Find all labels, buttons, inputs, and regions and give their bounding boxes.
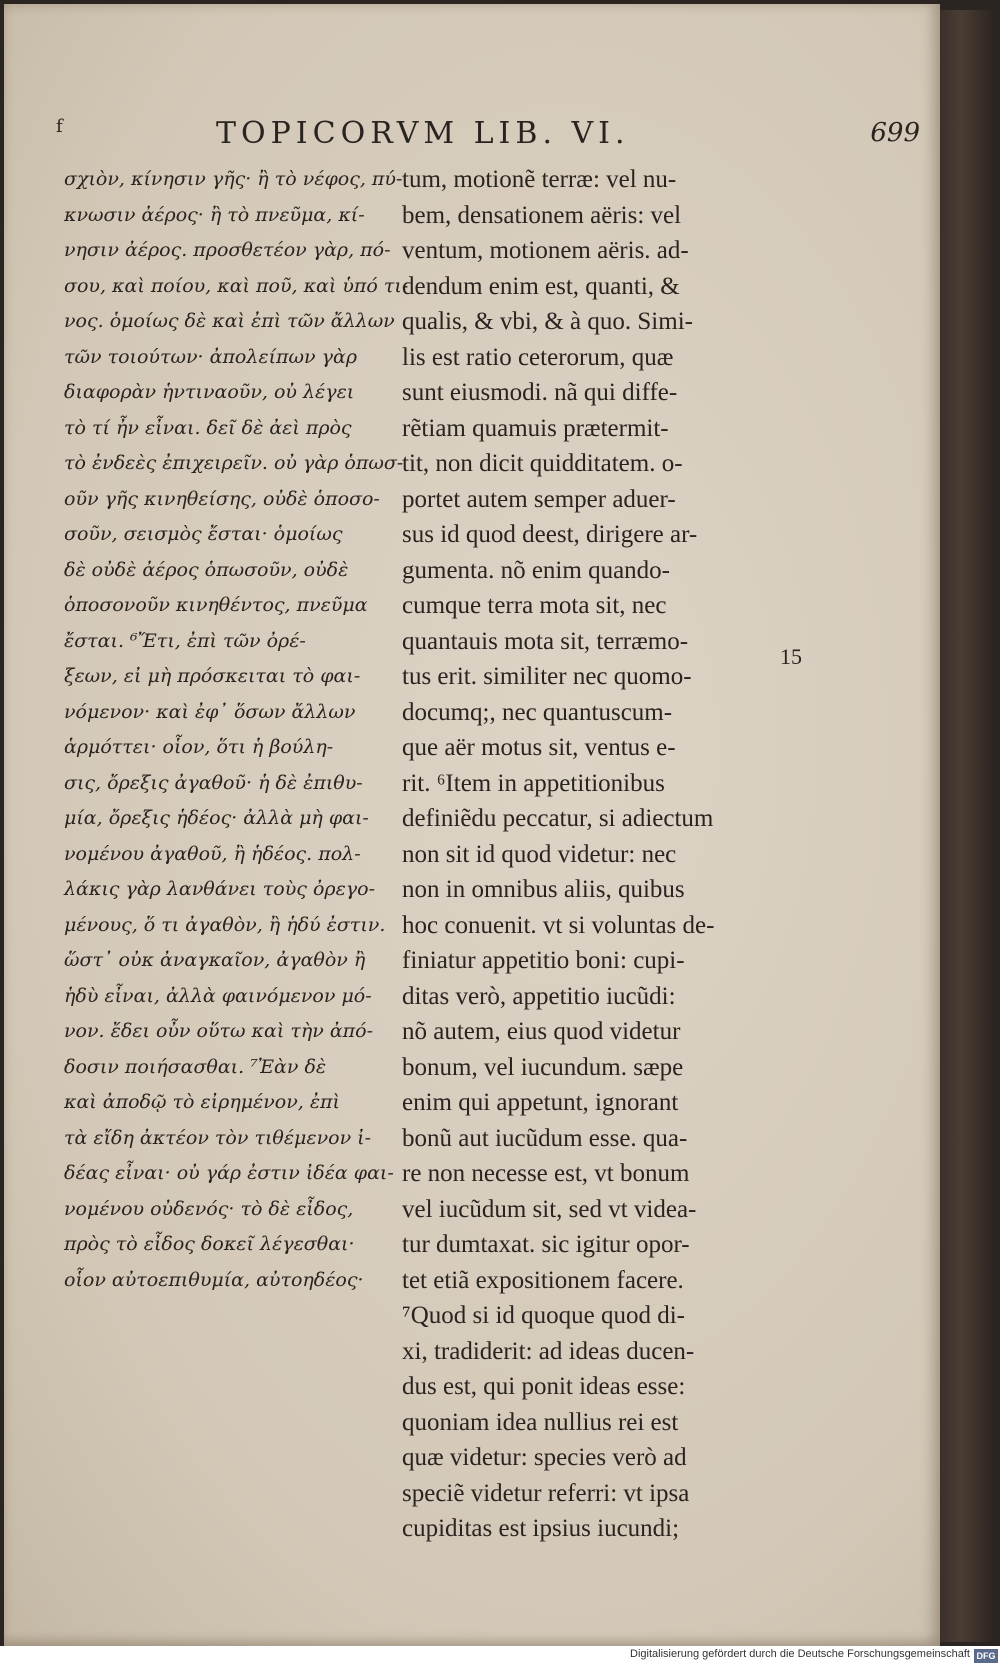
greek-text-line: οἷον αὐτοεπιθυμία, αὐτοηδέος· bbox=[64, 1268, 364, 1291]
greek-text-line: σου, καὶ ποίου, καὶ ποῦ, καὶ ὑπό τι- bbox=[64, 274, 409, 297]
greek-text-line: κνωσιν ἀέρος· ἢ τὸ πνεῦμα, κί- bbox=[64, 203, 365, 226]
greek-text-line: ἁρμόττει· οἷον, ὅτι ἡ βούλη- bbox=[64, 736, 334, 758]
latin-text-column bbox=[402, 162, 747, 1547]
latin-text-line: quoniam idea nullius rei est bbox=[402, 1408, 679, 1436]
greek-text-line: νησιν ἀέρος. προσθετέον γὰρ, πό- bbox=[64, 239, 391, 261]
greek-text-line: λάκις γὰρ λανθάνει τοὺς ὀρεγο- bbox=[64, 878, 375, 900]
greek-text-line: σις, ὄρεξις ἀγαθοῦ· ἡ δὲ ἐπιθυ- bbox=[64, 771, 363, 794]
greek-text-line: τὰ εἴδη ἀκτέον τὸν τιθέμενον ἰ- bbox=[64, 1126, 372, 1149]
greek-text-line: πρὸς τὸ εἶδος δοκεῖ λέγεσθαι· bbox=[64, 1233, 355, 1255]
running-title: TOPICORVM LIB. VI. bbox=[216, 116, 630, 151]
greek-text-line: καὶ ἀποδῷ τὸ εἰρημένον, ἐπὶ bbox=[64, 1091, 340, 1113]
latin-text-line: ditas verò, appetitio iucũdi: bbox=[402, 982, 676, 1010]
latin-text-line: sus id quod deest, dirigere ar- bbox=[402, 521, 698, 548]
latin-text-line: rẽtiam quamuis prætermit- bbox=[402, 414, 669, 442]
greek-text-line: σοῦν, σεισμὸς ἔσται· ὁμοίως bbox=[64, 523, 343, 545]
latin-text-line: qualis, & vbi, & à quo. Simi- bbox=[402, 308, 693, 335]
latin-text-line: bem, densationem aëris: vel bbox=[402, 201, 682, 229]
footer-credit: Digitalisierung gefördert durch die Deutsche Forschungsgemeinschaft bbox=[630, 1648, 970, 1660]
latin-text-line: vel iucũdum sit, sed vt videa- bbox=[402, 1195, 697, 1223]
dfg-logo: DFG bbox=[974, 1649, 998, 1663]
latin-text-line: quantauis mota sit, terræmo- bbox=[402, 627, 689, 655]
page-number: 699 bbox=[870, 118, 920, 148]
latin-text-line: nõ autem, eius quod videtur bbox=[402, 1018, 681, 1045]
greek-text-line: διαφορὰν ἡντιναοῦν, οὐ λέγει bbox=[64, 381, 355, 403]
latin-text-line: rit. ⁶Item in appetitionibus bbox=[402, 769, 665, 797]
latin-text-line: xi, tradiderit: ad ideas ducen- bbox=[402, 1337, 695, 1365]
greek-text-line: τὸ τί ἦν εἶναι. δεῖ δὲ ἀεὶ πρὸς bbox=[64, 416, 352, 439]
latin-text-line: que aër motus sit, ventus e- bbox=[402, 734, 676, 761]
latin-text-line: documq;, nec quantuscum- bbox=[402, 698, 673, 726]
latin-text-line: sunt eiusmodi. nã qui diffe- bbox=[402, 379, 678, 406]
latin-text-line: tet etiã expositionem facere. bbox=[402, 1266, 684, 1294]
greek-text-line: νον. ἔδει οὖν οὕτω καὶ τὴν ἀπό- bbox=[64, 1020, 373, 1042]
latin-text-line: speciẽ videtur referri: vt ipsa bbox=[402, 1479, 690, 1507]
latin-text-line: tit, non dicit quidditatem. o- bbox=[402, 450, 683, 477]
greek-text-line: ἡδὺ εἶναι, ἀλλὰ φαινόμενον μό- bbox=[64, 984, 372, 1007]
greek-text-line: μία, ὄρεξις ἡδέος· ἀλλὰ μὴ φαι- bbox=[64, 807, 369, 829]
greek-text-column bbox=[64, 162, 409, 1298]
greek-text-line: μένους, ὅ τι ἀγαθὸν, ἢ ἡδύ ἐστιν. bbox=[64, 913, 386, 936]
greek-text-line: νόμενον· καὶ ἐφ᾽ ὅσων ἄλλων bbox=[64, 700, 356, 723]
latin-text-line: enim qui appetunt, ignorant bbox=[402, 1089, 679, 1116]
greek-text-line: σχιὸν, κίνησιν γῆς· ἢ τὸ νέφος, πύ- bbox=[64, 168, 403, 190]
latin-text-line: cumque terra mota sit, nec bbox=[402, 592, 667, 619]
latin-text-line: finiatur appetitio boni: cupi- bbox=[402, 947, 685, 974]
greek-text-line: δέας εἶναι· οὐ γάρ ἐστιν ἰδέα φαι- bbox=[64, 1162, 394, 1184]
latin-text-line: gumenta. nõ enim quando- bbox=[402, 556, 670, 584]
greek-text-line: δὲ οὐδὲ ἀέρος ὁπωσοῦν, οὐδὲ bbox=[64, 558, 349, 581]
book-edge-shadow bbox=[940, 10, 992, 1642]
head-mark: f bbox=[56, 116, 63, 137]
greek-text-line: ἔσται. ⁶Ἔτι, ἐπὶ τῶν ὀρέ- bbox=[64, 629, 306, 652]
latin-text-line: hoc conuenit. vt si voluntas de- bbox=[402, 911, 715, 939]
latin-text-line: dus est, qui ponit ideas esse: bbox=[402, 1373, 686, 1400]
latin-text-line: tus erit. similiter nec quomo- bbox=[402, 663, 692, 690]
greek-text-line: τῶν τοιούτων· ἀπολείπων γὰρ bbox=[64, 345, 357, 368]
footer-bar bbox=[0, 1646, 1000, 1667]
latin-text-line: tum, motionẽ terræ: vel nu- bbox=[402, 166, 677, 193]
latin-text-line: tur dumtaxat. sic igitur opor- bbox=[402, 1231, 690, 1258]
latin-text-line: non sit id quod videtur: nec bbox=[402, 840, 677, 868]
greek-text-line: οῦν γῆς κινηθείσης, οὐδὲ ὁποσο- bbox=[64, 487, 380, 510]
latin-text-line: portet autem semper aduer- bbox=[402, 485, 676, 513]
latin-text-line: ventum, motionem aëris. ad- bbox=[402, 237, 689, 264]
greek-text-line: νομένου ἀγαθοῦ, ἢ ἡδέος. πολ- bbox=[64, 842, 361, 865]
latin-text-line: non in omnibus aliis, quibus bbox=[402, 876, 685, 903]
greek-text-line: ξεων, εἰ μὴ πρόσκειται τὸ φαι- bbox=[64, 665, 361, 687]
latin-text-line: bonum, vel iucundum. sæpe bbox=[402, 1053, 684, 1081]
running-head bbox=[44, 116, 924, 156]
greek-text-line: τὸ ἐνδεὲς ἐπιχειρεῖν. οὐ γὰρ ὁπωσ- bbox=[64, 452, 404, 474]
latin-text-line: cupiditas est ipsius iucundi; bbox=[402, 1515, 680, 1542]
latin-text-line: dendum enim est, quanti, & bbox=[402, 272, 680, 300]
greek-text-line: νος. ὁμοίως δὲ καὶ ἐπὶ τῶν ἄλλων bbox=[64, 310, 395, 332]
latin-text-line: definiẽdu peccatur, si adiectum bbox=[402, 805, 714, 832]
greek-text-line: δοσιν ποιήσασθαι. ⁷Ἐὰν δὲ bbox=[64, 1055, 327, 1078]
greek-text-line: νομένου οὐδενός· τὸ δὲ εἶδος, bbox=[64, 1197, 354, 1220]
greek-text-line: ὁποσονοῦν κινηθέντος, πνεῦμα bbox=[64, 594, 368, 616]
latin-text-line: re non necesse est, vt bonum bbox=[402, 1160, 690, 1187]
latin-text-line: quæ videtur: species verò ad bbox=[402, 1444, 687, 1471]
latin-text-line: ⁷Quod si id quoque quod di- bbox=[402, 1302, 686, 1329]
book-page bbox=[4, 4, 940, 1646]
greek-text-line: ὥστ᾽ οὐκ ἀναγκαῖον, ἀγαθὸν ἢ bbox=[64, 949, 366, 971]
latin-text-line: bonũ aut iucũdum esse. qua- bbox=[402, 1124, 688, 1152]
margin-note-number: 15 bbox=[780, 644, 802, 669]
latin-text-line: lis est ratio ceterorum, quæ bbox=[402, 343, 674, 371]
